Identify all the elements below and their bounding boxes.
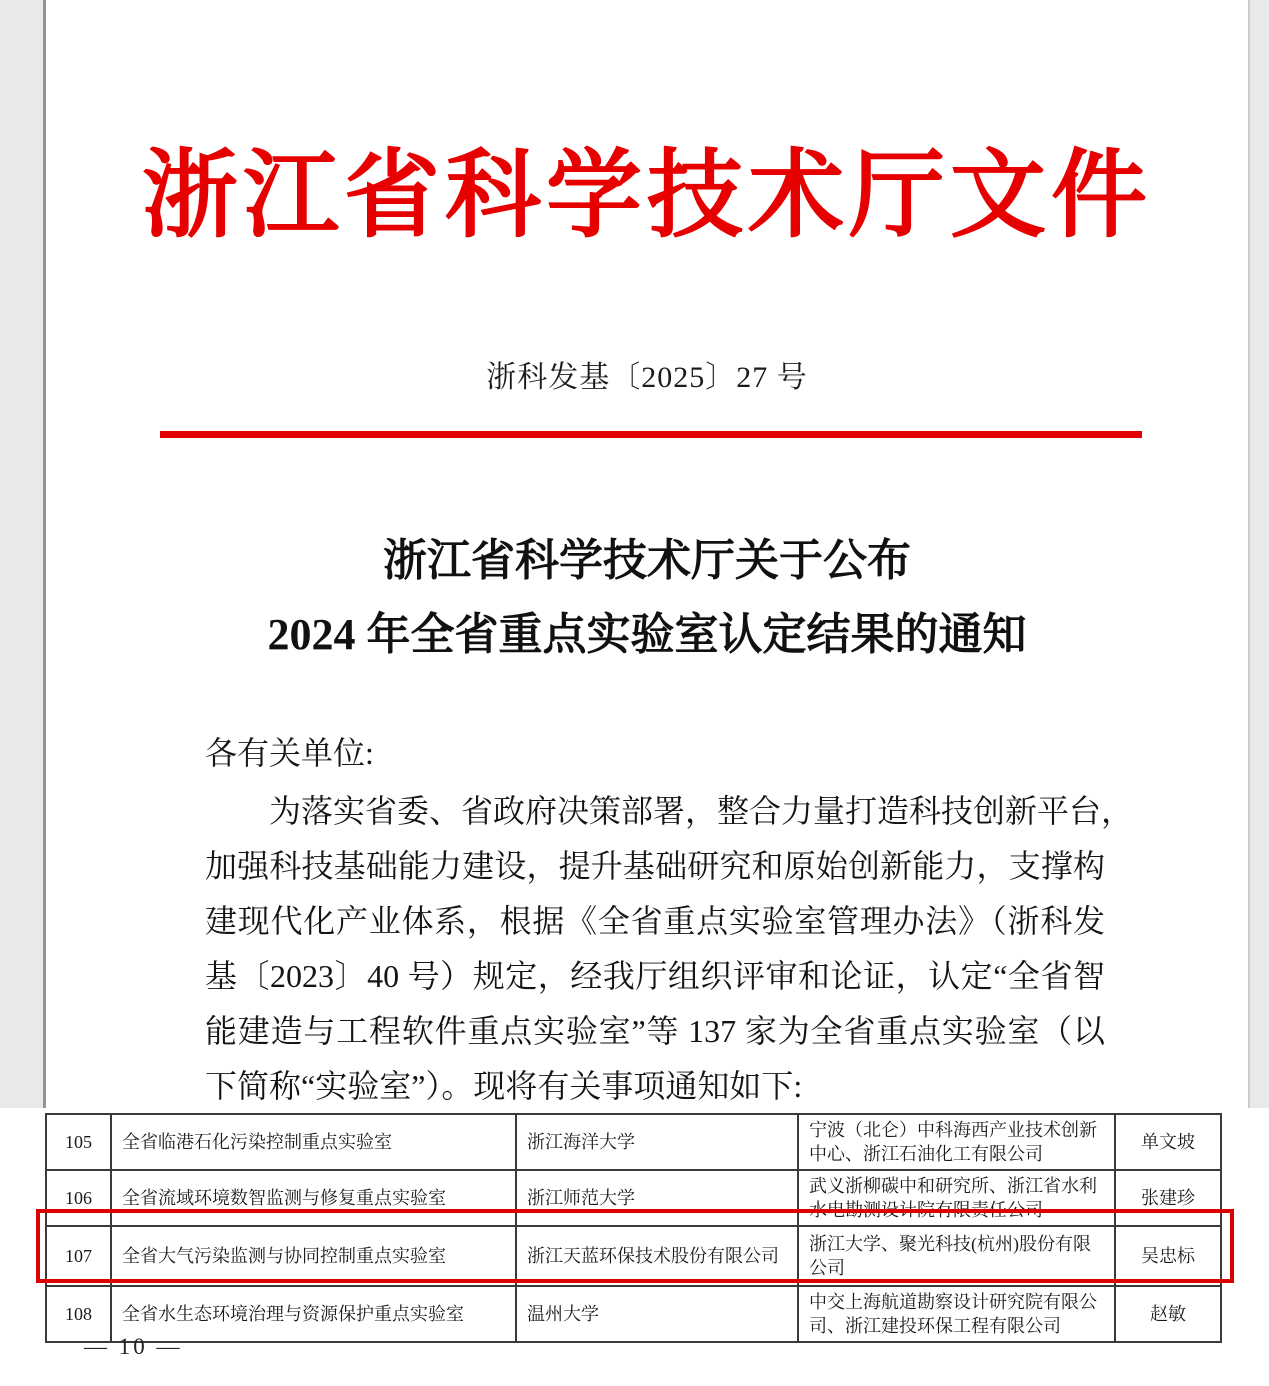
body-line: 加强科技基础能力建设，提升基础研究和原始创新能力，支撑构 — [205, 848, 1105, 884]
lab-name-cell: 全省大气污染监测与协同控制重点实验室 — [111, 1226, 516, 1286]
laboratory-table-page — [0, 1108, 1269, 1386]
institution-cell: 浙江师范大学 — [516, 1170, 798, 1226]
institution-cell: 温州大学 — [516, 1286, 798, 1342]
body-line: 建现代化产业体系，根据《全省重点实验室管理办法》（浙科发 — [205, 903, 1105, 939]
notice-title — [46, 524, 1248, 672]
institution-cell: 浙江天蓝环保技术股份有限公司 — [516, 1226, 798, 1286]
body-line: 下简称“实验室”）。现将有关事项通知如下: — [205, 1068, 803, 1104]
body-paragraph — [205, 786, 1134, 1116]
red-divider-rule — [160, 431, 1142, 438]
agency-header-title: 浙江省科学技术厅文件 — [142, 142, 1152, 249]
official-document-page — [46, 0, 1248, 1108]
lab-name-cell: 全省流域环境数智监测与修复重点实验室 — [111, 1170, 516, 1226]
partners-cell: 武义浙柳碳中和研究所、浙江省水利水电勘测设计院有限责任公司 — [798, 1170, 1115, 1226]
salutation: 各有关单位: — [205, 735, 374, 771]
lab-name-cell: 全省临港石化污染控制重点实验室 — [111, 1114, 516, 1170]
partners-cell: 中交上海航道勘察设计研究院有限公司、浙江建投环保工程有限公司 — [798, 1286, 1115, 1342]
page-number: — 10 — — [84, 1334, 183, 1359]
lab-name-cell: 全省水生态环境治理与资源保护重点实验室 — [111, 1286, 516, 1342]
body-line: 能建造与工程软件重点实验室”等 137 家为全省重点实验室（以 — [205, 1013, 1105, 1049]
director-cell: 赵敏 — [1115, 1286, 1221, 1342]
row-number-cell: 107 — [46, 1226, 111, 1286]
director-cell: 单文坡 — [1115, 1114, 1221, 1170]
institution-cell: 浙江海洋大学 — [516, 1114, 798, 1170]
table-row-highlighted — [46, 1226, 1221, 1286]
table-row — [46, 1114, 1221, 1170]
table-row — [46, 1286, 1221, 1342]
row-number-cell: 108 — [46, 1286, 111, 1342]
table-row — [46, 1170, 1221, 1226]
notice-title-line-2: 2024 年全省重点实验室认定结果的通知 — [267, 610, 1027, 659]
body-line: 基〔2023〕40 号）规定，经我厅组织评审和论证，认定“全省智 — [205, 958, 1105, 994]
row-number-cell: 105 — [46, 1114, 111, 1170]
body-line: 为落实省委、省政府决策部署，整合力量打造科技创新平台， — [269, 793, 1134, 829]
laboratory-list-table — [45, 1113, 1222, 1343]
notice-title-line-1: 浙江省科学技术厅关于公布 — [383, 536, 911, 585]
partners-cell: 宁波（北仑）中科海西产业技术创新中心、浙江石油化工有限公司 — [798, 1114, 1115, 1170]
director-cell: 吴忠标 — [1115, 1226, 1221, 1286]
partners-cell: 浙江大学、聚光科技(杭州)股份有限公司 — [798, 1226, 1115, 1286]
row-number-cell: 106 — [46, 1170, 111, 1226]
director-cell: 张建珍 — [1115, 1170, 1221, 1226]
document-number: 浙科发基〔2025〕27 号 — [486, 361, 808, 394]
